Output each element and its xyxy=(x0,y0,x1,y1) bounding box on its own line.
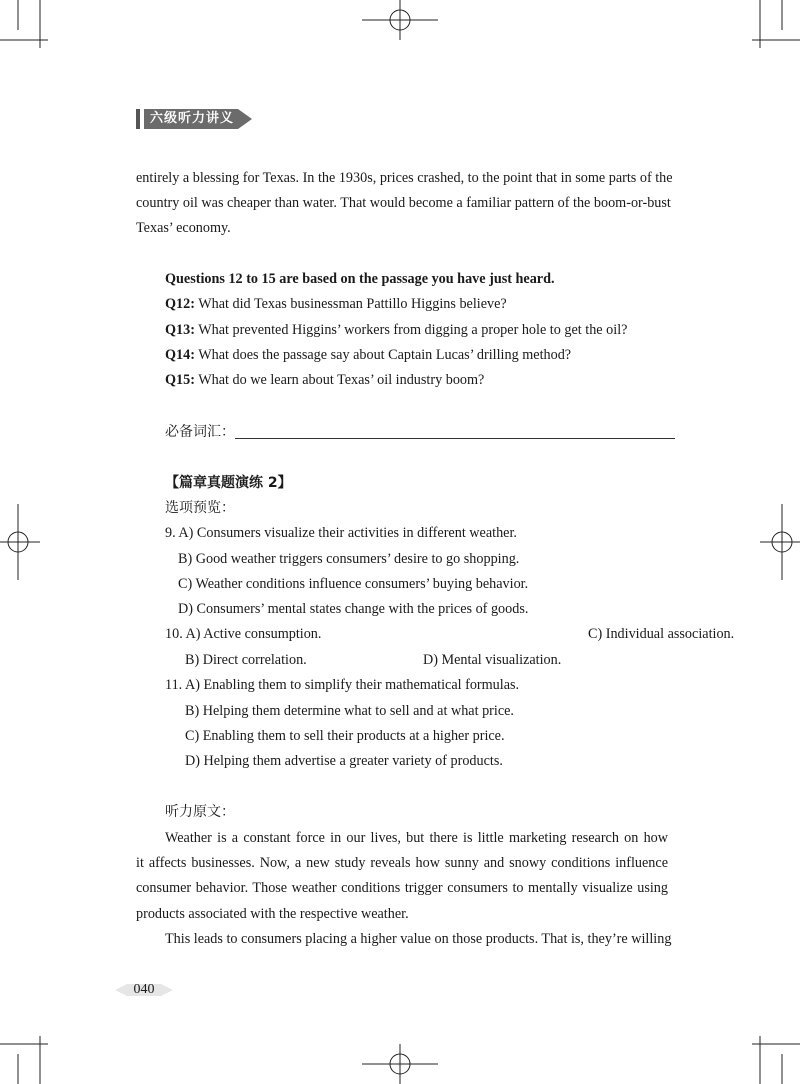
transcript-line: Weather is a constant force in our lives, but there is little marketing research on how xyxy=(165,830,668,846)
question-item xyxy=(165,343,571,368)
transcript-line: products associated with the respective weather. xyxy=(136,906,409,922)
option-line: 11. A) Enabling them to simplify their mathematical formulas. xyxy=(165,677,520,693)
header-bar xyxy=(136,109,140,129)
question-number: Q15: xyxy=(165,372,195,388)
question-text: What did Texas businessman Pattillo Higgins believe? xyxy=(198,296,507,312)
question-number: Q14: xyxy=(165,347,195,363)
transcript-line: consumer behavior. Those weather conditions trigger consumers to mentally visualize using xyxy=(136,880,668,896)
option-line: D) Consumers’ mental states change with the prices of goods. xyxy=(178,601,529,617)
passage-line: Texas’ economy. xyxy=(136,220,231,236)
option-a: 10. A) Active consumption. xyxy=(165,626,322,642)
section-title: 【篇章真题演练 2】 xyxy=(165,475,292,491)
option-row xyxy=(165,622,735,647)
header-title: 六级听力讲义 xyxy=(144,109,238,129)
transcript-line: This leads to consumers placing a higher value on those products. That is, they’re willing xyxy=(165,931,672,947)
question-item xyxy=(165,318,627,343)
transcript-label: 听力原文： xyxy=(165,804,235,820)
option-b: B) Direct correlation. xyxy=(185,652,307,668)
option-line: B) Good weather triggers consumers’ desire to go shopping. xyxy=(178,551,520,567)
questions-intro: Questions 12 to 15 are based on the passage you have just heard. xyxy=(165,271,555,287)
registration-target-right xyxy=(760,504,800,580)
option-line: 9. A) Consumers visualize their activities in different weather. xyxy=(165,525,517,541)
vocab-label: 必备词汇： xyxy=(165,424,235,440)
option-line: D) Helping them advertise a greater variety of products. xyxy=(185,753,503,769)
option-line: B) Helping them determine what to sell and at what price. xyxy=(185,703,514,719)
passage-line: entirely a blessing for Texas. In the 1930s, prices crashed, to the point that in some parts of the xyxy=(136,170,673,186)
running-header xyxy=(136,109,252,129)
vocab-blank[interactable] xyxy=(235,424,675,439)
registration-target-left xyxy=(0,504,40,580)
option-line: C) Weather conditions influence consumers’ buying behavior. xyxy=(178,576,529,592)
option-c: C) Individual association. xyxy=(588,626,735,642)
passage-line: country oil was cheaper than water. That would become a familiar pattern of the boom-or-bust xyxy=(136,195,671,211)
question-number: Q12: xyxy=(165,296,195,312)
question-text: What do we learn about Texas’ oil industry boom? xyxy=(198,372,485,388)
registration-target-bottom xyxy=(362,1044,438,1084)
question-text: What prevented Higgins’ workers from digging a proper hole to get the oil? xyxy=(198,322,628,338)
question-text: What does the passage say about Captain Lucas’ drilling method? xyxy=(198,347,572,363)
question-number: Q13: xyxy=(165,322,195,338)
question-item xyxy=(165,368,484,393)
vocab-row xyxy=(165,420,675,445)
page-number xyxy=(115,980,173,1000)
option-row xyxy=(185,648,307,673)
option-d: D) Mental visualization. xyxy=(423,652,562,668)
registration-target-top xyxy=(362,0,438,40)
header-arrow xyxy=(238,109,252,129)
question-item xyxy=(165,292,507,317)
transcript-line: it affects businesses. Now, a new study reveals how sunny and snowy conditions influence xyxy=(136,855,668,871)
option-line: C) Enabling them to sell their products at a higher price. xyxy=(185,728,505,744)
page-number-text: 040 xyxy=(133,982,155,997)
preview-label: 选项预览： xyxy=(165,500,235,516)
